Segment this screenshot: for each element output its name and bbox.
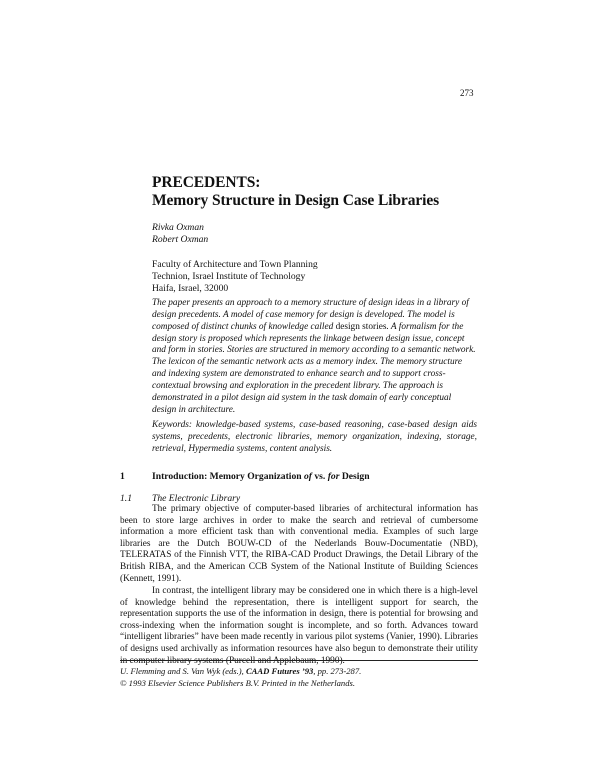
abstract-text-1: The paper presents an approach to a memory structure of design ideas in a library of design precedents. A model of case memory for design is developed. The model is composed of distinct chunks of knowledge called xyxy=(152,298,469,332)
section-title-for: for xyxy=(327,471,340,482)
footer-proceedings: CAAD Futures ’93 xyxy=(245,666,314,676)
page-number: 273 xyxy=(460,88,474,98)
subsection-title: The Electronic Library xyxy=(152,493,241,504)
paper-title xyxy=(152,174,439,210)
footer-line-1 xyxy=(120,666,361,678)
section-title-vs: vs. xyxy=(311,471,328,482)
author-list xyxy=(152,222,208,246)
author-name: Rivka Oxman xyxy=(152,222,204,233)
abstract xyxy=(152,298,477,416)
footer-editors: U. Flemming and S. Van Wyk (eds.), xyxy=(120,666,246,676)
author-name: Robert Oxman xyxy=(152,234,209,245)
section-title-text: Introduction: Memory Organization xyxy=(152,471,304,482)
footer-pages: , pp. 273-287. xyxy=(313,666,362,676)
section-number: 1 xyxy=(120,471,125,482)
abstract-text-2: . A formalism for the design story is proposed which represents the linkage between design issue, concept and form in stories. Stories are structured in memory according to a semantic network. The lexicon of the semantic network acts as a memory index. The memory structure and indexing system are demonstrated to enhance search and to support cross-contextual browsing and exploration in the precedent library. The approach is demonstrated in a pilot design aid system in the task domain of early conceptual design in architecture. xyxy=(152,321,476,415)
footer-copyright: © 1993 Elsevier Science Publishers B.V. Printed in the Netherlands. xyxy=(120,677,356,688)
section-title-end: Design xyxy=(339,471,370,482)
section-title-of: of xyxy=(303,471,312,482)
section-title xyxy=(152,471,370,482)
keywords: Keywords: knowledge-based systems, case-based reasoning, case-based design aids systems, precedents, electronic libraries, memory organization, indexing, storage, retrieval, Hypermedia systems, content analysis. xyxy=(152,420,477,454)
footer-divider xyxy=(120,660,478,661)
body-paragraph: In contrast, the intelligent library may be considered one in which there is a high-level of knowledge behind the representation, there is intelligent support for search, the representation supports the use of the information in design, there is potential for browsing and cross-indexing when the information sought is incomplete, and so forth. Advances toward “intelligent libraries” have been made recently in various pilot systems (Vanier, 1990). Libraries of designs used archivally as information resources have also begun to demonstrate their utility in computer library systems (Purcell and Applebaum, 1990). xyxy=(120,586,478,666)
affiliation-line: Technion, Israel Institute of Technology xyxy=(152,271,306,283)
body-paragraph: The primary objective of computer-based libraries of architectural information has been to store large archives in order to make the search and retrieval of cumbersome information a more efficient task than with conventional media. Examples of such large libraries are the Dutch BOUW-CD of the Nederlands Bouw-Documentatie (NBD), TELERATAS of the Finnish VTT, the RIBA-CAD Product Drawings, the Detail Library of the British RIBA, and the American CCB System of the National Institute of Building Sciences (Kennett, 1991). xyxy=(120,504,478,584)
subsection-number: 1.1 xyxy=(120,493,132,504)
title-line-1: PRECEDENTS: xyxy=(152,174,261,191)
footer-citation xyxy=(120,666,361,689)
affiliation-line: Haifa, Israel, 32000 xyxy=(152,283,229,295)
affiliation-line: Faculty of Architecture and Town Planning xyxy=(152,259,318,270)
affiliation xyxy=(152,259,318,295)
title-line-2: Memory Structure in Design Case Libraries xyxy=(152,192,440,209)
abstract-term: design stories xyxy=(335,321,387,332)
